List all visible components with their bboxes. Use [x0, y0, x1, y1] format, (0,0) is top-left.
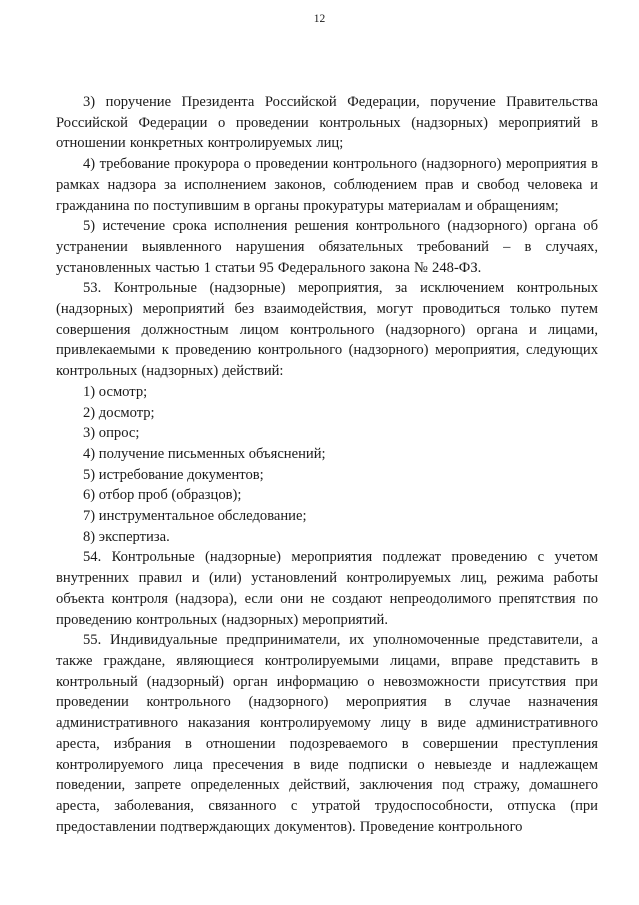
- list-item: 5) истребование документов;: [83, 466, 264, 483]
- list-item: 1) осмотр;: [83, 383, 148, 400]
- list-item: 2) досмотр;: [83, 404, 155, 421]
- paragraph-55: 55. Индивидуальные предприниматели, их уполномоченные представители, а также граждане, являющиеся контролируемыми лицами, вправе представить в контрольный (надзорный) орган информацию о невозможности присутствия при проведении контрольного (надзорного) мероприятия в случае назначения административного наказания контролируемому лицу в виде административного ареста, избрания в отношении подозреваемого в совершении преступления контролируемого лица пресечения в виде подписки о невыезде и надлежащем поведении, запрете определенных действий, заключения под стражу, домашнего ареста, заболевания, связанного с утратой трудоспособности, отпуска (при предоставлении подтверждающих документов). Проведение контрольного: [56, 632, 598, 835]
- list-item: 6) отбор проб (образцов);: [83, 487, 242, 504]
- actions-list: [56, 382, 598, 548]
- list-item: 7) инструментальное обследование;: [83, 508, 307, 525]
- paragraph-item-3: 3) поручение Президента Российской Федерации, поручение Правительства Российской Федерации о проведении контрольных (надзорных) мероприятий в отношении конкретных контролируемых лиц;: [56, 94, 598, 152]
- paragraph-item-5: 5) истечение срока исполнения решения контрольного (надзорного) органа об устранении выявленного нарушения обязательных требований – в случаях, установленных частью 1 статьи 95 Федерального закона № 248-ФЗ.: [56, 218, 598, 276]
- paragraph-54: 54. Контрольные (надзорные) мероприятия подлежат проведению с учетом внутренних правил и (или) установлений контролируемых лиц, режима работы объекта контроля (надзора), если они не создают непреодолимого препятствия по проведению контрольных (надзорных) мероприятий.: [56, 549, 598, 628]
- list-item: 3) опрос;: [83, 425, 140, 442]
- list-item: 8) экспертиза.: [83, 528, 170, 545]
- page-number: 12: [313, 13, 326, 25]
- paragraph-item-4: 4) требование прокурора о проведении контрольного (надзорного) мероприятия в рамках надзора за исполнением законов, соблюдением прав и свобод человека и гражданина по поступившим в органы прокуратуры материалам и обращениям;: [56, 156, 598, 214]
- list-item: 4) получение письменных объяснений;: [83, 445, 326, 462]
- document-body: [56, 92, 598, 837]
- paragraph-53: 53. Контрольные (надзорные) мероприятия, за исключением контрольных (надзорных) мероприятий без взаимодействия, могут проводиться только путем совершения должностным лицом контрольного (надзорного) органа и лицами, привлекаемыми к проведению контрольного (надзорного) мероприятия, следующих контрольных (надзорных) действий:: [56, 280, 598, 380]
